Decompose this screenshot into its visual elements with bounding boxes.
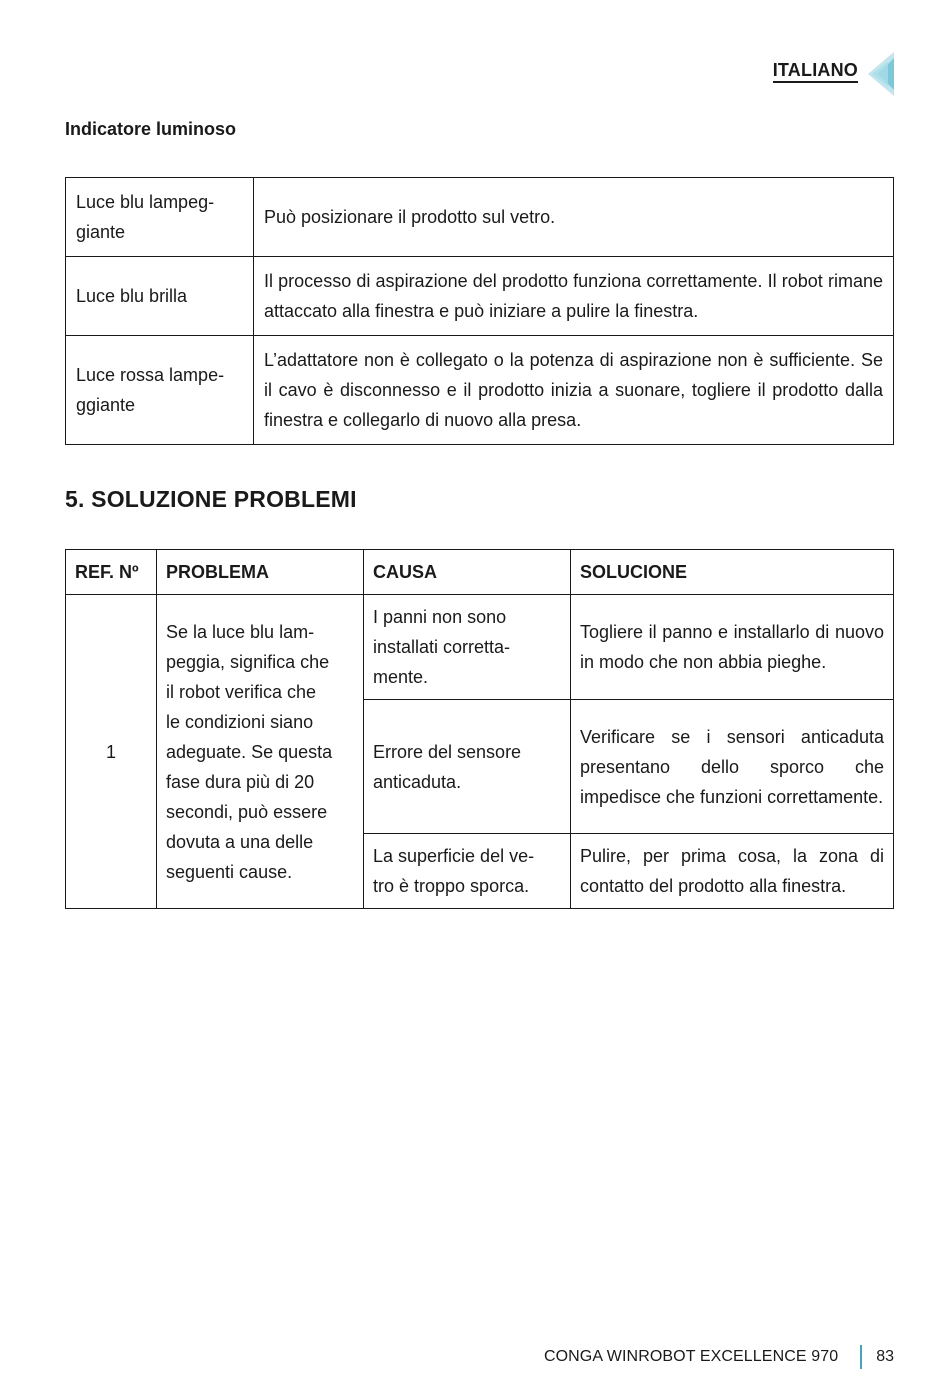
cause-cell: Errore del sensore anticaduta. (364, 700, 571, 834)
solution-cell: Verificare se i sensori anticaduta presentano dello sporco che impedisce che funzioni correttamente. (571, 700, 894, 834)
table-row (66, 595, 894, 700)
column-header-cause: CAUSA (364, 550, 571, 595)
solution-cell: Pulire, per prima cosa, la zona di contatto del prodotto alla finestra. (571, 834, 894, 909)
cause-cell: La superficie del ve- tro è troppo sporca. (364, 834, 571, 909)
footer-divider (860, 1345, 862, 1369)
indicator-row (66, 336, 894, 445)
indicator-table (65, 177, 894, 445)
light-meaning: Il processo di aspirazione del prodotto funziona correttamente. Il robot rimane attaccato alla finestra e può iniziare a pulire la finestra. (254, 257, 894, 336)
column-header-ref: REF. Nº (66, 550, 157, 595)
indicator-row (66, 257, 894, 336)
column-header-solution: SOLUCIONE (571, 550, 894, 595)
cause-cell: I panni non sono installati corretta- mente. (364, 595, 571, 700)
solution-cell: Togliere il panno e installarlo di nuovo in modo che non abbia pieghe. (571, 595, 894, 700)
column-header-problem: PROBLEMA (157, 550, 364, 595)
table-header-row (66, 550, 894, 595)
language-label: ITALIANO (773, 60, 858, 83)
light-state: Luce blu brilla (66, 257, 254, 336)
light-meaning: Può posizionare il prodotto sul vetro. (254, 178, 894, 257)
page-number: 83 (876, 1348, 894, 1365)
indicator-heading: Indicatore luminoso (65, 119, 237, 139)
troubleshooting-table (65, 549, 894, 909)
section-title: 5. SOLUZIONE PROBLEMI (65, 486, 357, 512)
product-name: CONGA WINROBOT EXCELLENCE 970 (543, 1348, 839, 1365)
light-state: Luce blu lampeg- giante (66, 178, 254, 257)
indicator-row (66, 178, 894, 257)
page-footer (544, 1345, 894, 1369)
light-meaning: L’adattatore non è collegato o la potenza di aspirazione non è sufficiente. Se il cavo è disconnesso e il prodotto inizia a suonare, togliere il prodotto dalla finestra e collegarlo di nuovo alla presa. (254, 336, 894, 445)
problem-description: Se la luce blu lam- peggia, significa che il robot verifica che le condizioni siano adeguate. Se questa fase dura più di 20 secondi, può essere dovuta a una delle seguenti cause. (157, 595, 364, 909)
ref-number: 1 (66, 595, 157, 909)
language-tab-icon (868, 52, 894, 96)
light-state: Luce rossa lampe- ggiante (66, 336, 254, 445)
